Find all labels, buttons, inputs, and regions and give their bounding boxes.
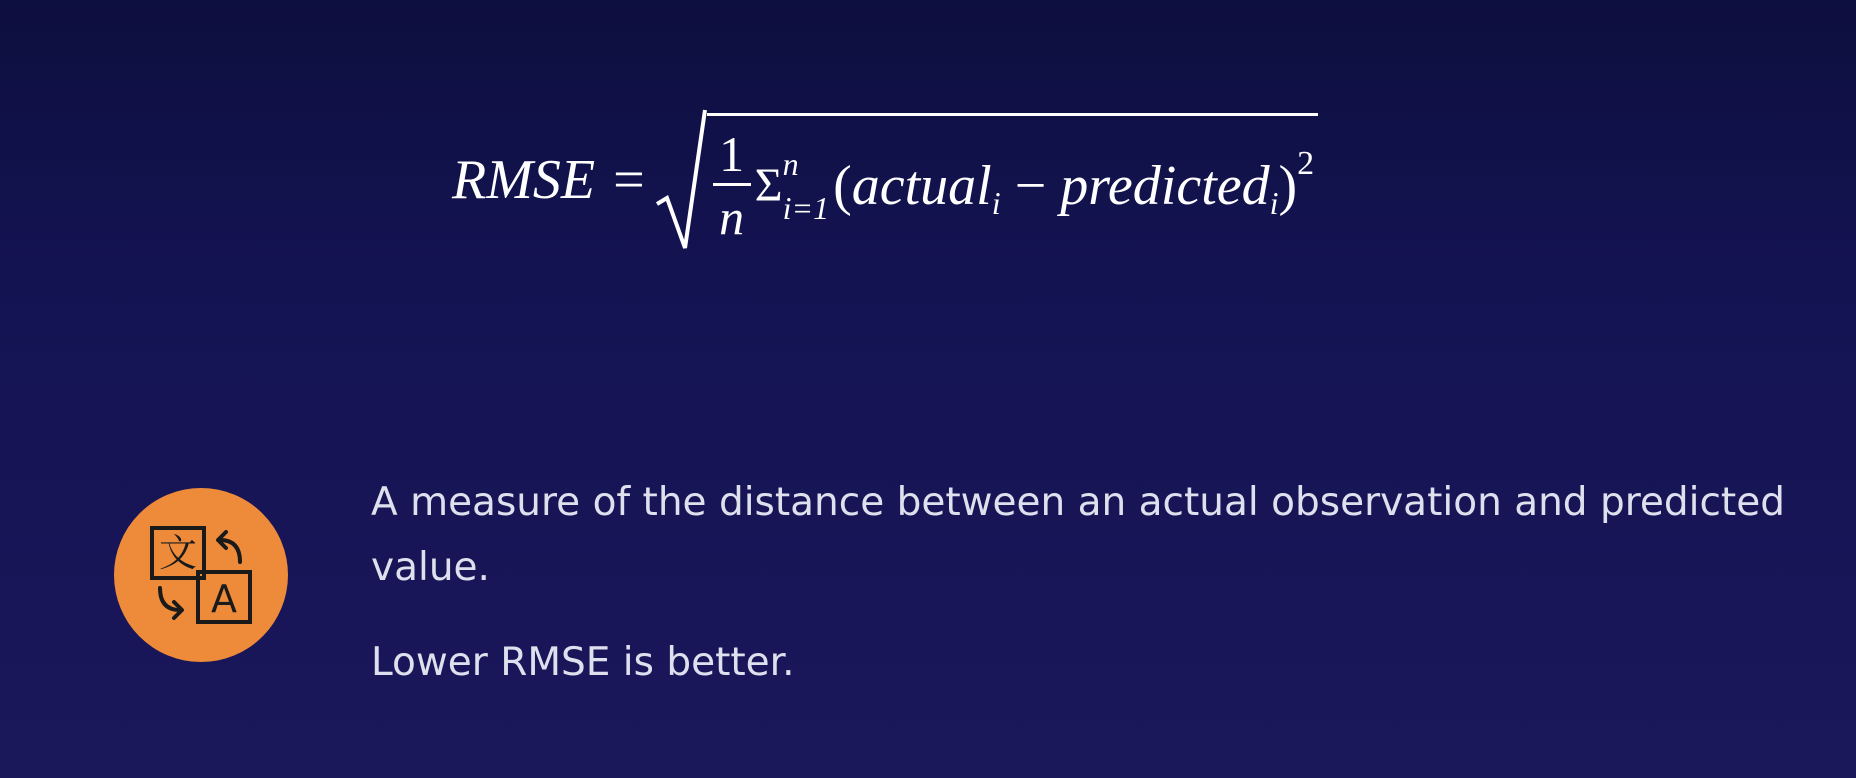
fraction-numerator: 1 <box>719 126 745 182</box>
term-predicted-subscript: i <box>1269 185 1279 221</box>
formula-equals: = <box>613 149 645 211</box>
exponent: 2 <box>1297 144 1315 182</box>
summation-upper-limit: n <box>782 145 799 182</box>
term-predicted: predicted <box>1060 154 1270 217</box>
square-root <box>655 100 1319 260</box>
description-text: A measure of the distance between an actual observation and predicted value. <box>371 480 1785 590</box>
summation-sign: Σ <box>754 159 783 212</box>
close-paren: ) <box>1278 154 1298 217</box>
fraction-denominator: n <box>719 189 745 245</box>
note-text: Lower RMSE is better. <box>371 640 795 685</box>
summation-lower-limit: i=1 <box>782 189 830 226</box>
translate-badge <box>114 488 288 662</box>
rmse-formula <box>452 100 1318 260</box>
formula-lhs: RMSE <box>452 149 596 211</box>
open-paren: ( <box>833 154 852 217</box>
summation-limits <box>782 145 830 226</box>
fraction-one-over-n <box>713 126 751 245</box>
svg-text:文: 文 <box>158 531 198 575</box>
minus-sign: − <box>1014 154 1047 217</box>
svg-text:A: A <box>211 577 237 621</box>
translate-icon <box>114 488 288 662</box>
radicand <box>707 113 1319 256</box>
term-actual-subscript: i <box>991 185 1001 221</box>
radical-sign <box>655 100 707 260</box>
term-actual: actual <box>851 154 992 217</box>
